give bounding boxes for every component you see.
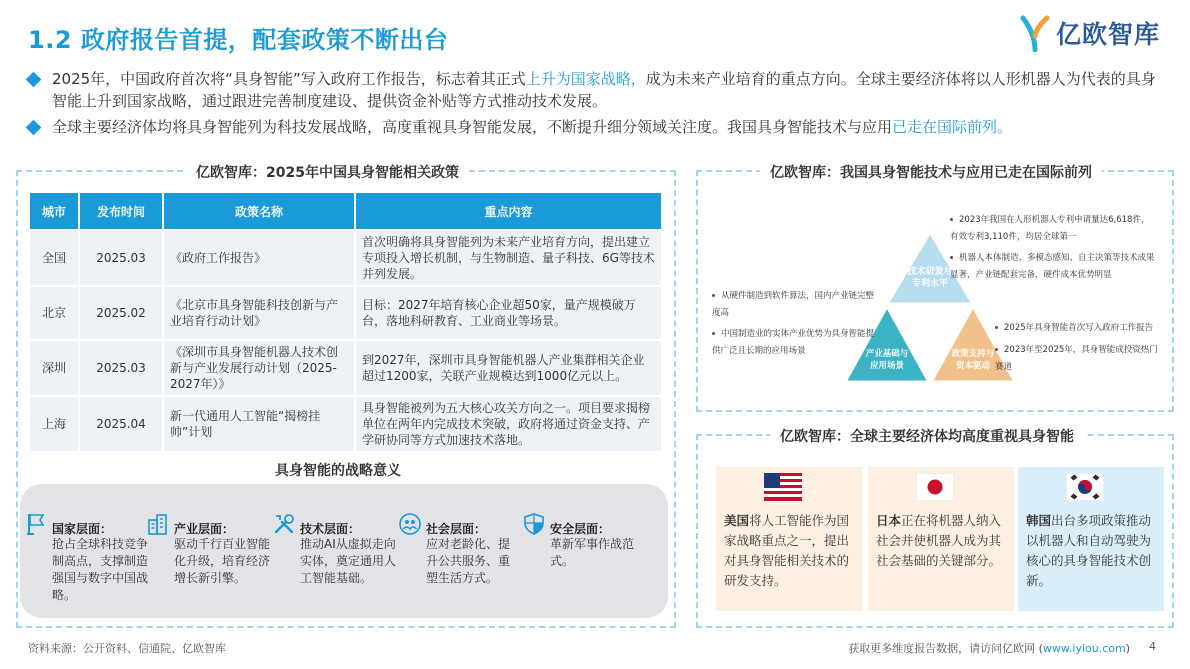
note-text: 2023年至2025年，具身智能成投资热门赛道 [995, 345, 1158, 372]
note-text: 2023年我国在人形机器人专利申请量达6,618件，有效专利3,110件，均居全球第一 [950, 215, 1150, 242]
pyramid-top-label: 技术研发与专利水平 [907, 267, 953, 289]
diamond-bullet-icon [26, 72, 42, 88]
bullet-2 [26, 116, 1166, 138]
cell-policy-name: 《政府工作报告》 [164, 231, 354, 285]
leading-box-title: 亿欧智库：我国具身智能技术与应用已走在国际前列 [760, 162, 1102, 182]
strategy-head: 技术层面： [300, 522, 361, 536]
japan-flag-icon [916, 473, 954, 501]
note-rb-1 [995, 320, 1165, 337]
country-card-japan [868, 467, 1014, 611]
note-text: 2025年具身智能首次写入政府工作报告 [1004, 323, 1154, 333]
col-date: 发布时间 [80, 193, 162, 229]
col-name: 政策名称 [164, 193, 354, 229]
cell-policy-name: 《深圳市具身智能机器人技术创新与产业发展行动计划（2025-2027年）》 [164, 341, 354, 395]
cell-policy-name: 新一代通用人工智能“揭榜挂帅”计划 [164, 397, 354, 451]
strategy-head: 产业层面： [174, 522, 235, 536]
table-row [30, 397, 661, 451]
note-text: 机器人本体制造、多模态感知、自主决策等技术成果显著，产业链配套完备，硬件成本优势明显 [950, 253, 1155, 280]
note-rt-2 [950, 250, 1155, 284]
cell-city: 北京 [30, 287, 78, 339]
strategy-panel [20, 484, 668, 618]
country-card-korea [1018, 467, 1164, 611]
table-row [30, 231, 661, 285]
intro-bullets [26, 68, 1166, 142]
cell-date: 2025.03 [80, 341, 162, 395]
table-row [30, 341, 661, 395]
cell-city: 全国 [30, 231, 78, 285]
country-name: 日本 [876, 513, 902, 528]
footer-note [848, 640, 1130, 656]
bullet-2-text: 全球主要经济体均将具身智能列为科技发展战略，高度重视具身智能发展，不断提升细分领域关注度。我国具身智能技术与应用 [52, 118, 893, 136]
global-box-title: 亿欧智库：全球主要经济体均高度重视具身智能 [770, 426, 1084, 446]
cell-date: 2025.04 [80, 397, 162, 451]
tools-icon [272, 512, 296, 536]
cell-content: 到2027年，深圳市具身智能机器人产业集群相关企业超过1200家，关联产业规模达到1000亿元以上。 [356, 341, 661, 395]
cell-content: 具身智能被列为五大核心攻关方向之一。项目要求揭榜单位在两年内完成技术突破，政府将通过资金支持、产学研协同等方式加速技术落地。 [356, 397, 661, 451]
bullet-1-text-end: 成为未来产业培育的重点方向。全球主要经济体将以人形机器人为代表的具身智能上升到国家战略，通过跟进完善制度建设、提供资金补贴等方式推动技术发展。 [52, 70, 1156, 110]
note-rt-1 [950, 212, 1155, 246]
strategy-body: 革新军事作战范式。 [550, 537, 635, 568]
logo-text: 亿欧智库 [1055, 20, 1160, 49]
strategy-title: 具身智能的战略意义 [275, 463, 401, 479]
table-header-row [30, 193, 661, 229]
cell-city: 深圳 [30, 341, 78, 395]
strategy-body: 抢占全球科技竞争制高点，支撑制造强国与数字中国战略。 [52, 537, 149, 602]
shield-icon [522, 512, 546, 536]
col-city: 城市 [30, 193, 78, 229]
bullet-1 [26, 68, 1166, 112]
cell-city: 上海 [30, 397, 78, 451]
footer-link[interactable]: www.iyiou.com [1042, 642, 1126, 655]
country-text: 出台多项政策推动以机器人和自动驾驶为核心的具身智能技术创新。 [1026, 513, 1152, 588]
cell-date: 2025.02 [80, 287, 162, 339]
policy-table [28, 191, 663, 453]
logo [1020, 14, 1160, 52]
note-rb-2 [995, 342, 1165, 376]
table-row [30, 287, 661, 339]
country-text: 将人工智能作为国家战略重点之一，提出对具身智能相关技术的研发支持。 [724, 513, 850, 588]
strategy-body: 应对老龄化、提升公共服务、重塑生活方式。 [426, 537, 511, 585]
flag-icon [24, 512, 48, 536]
col-content: 重点内容 [356, 193, 661, 229]
note-text: 从硬件制造到软件算法，国内产业链完整度高 [712, 291, 875, 318]
country-name: 韩国 [1026, 513, 1052, 528]
bullet-1-text: 2025年，中国政府首次将“具身智能”写入政府工作报告，标志着其正式 [52, 70, 526, 88]
strategy-head: 国家层面： [52, 522, 113, 536]
footer-text-end: ) [1125, 642, 1130, 655]
page-title: 1.2 政府报告首提，配套政策不断出台 [28, 26, 449, 54]
building-icon [146, 512, 170, 536]
cell-date: 2025.03 [80, 231, 162, 285]
page-number: 4 [1149, 640, 1156, 653]
pyramid-left-label: 产业基础与应用场景 [865, 349, 909, 371]
diamond-bullet-icon [26, 120, 42, 136]
cell-content: 首次明确将具身智能列为未来产业培育方向，提出建立专项投入增长机制，与生物制造、量子科技、6G等技术并列发展。 [356, 231, 661, 285]
footer-text: 获取更多维度报告数据，请访问亿欧网 ( [848, 642, 1043, 655]
cell-policy-name: 《北京市具身智能科技创新与产业培育行动计划》 [164, 287, 354, 339]
us-flag-icon [764, 473, 802, 501]
strategy-head: 安全层面： [550, 522, 611, 536]
strategy-body: 推动AI从虚拟走向实体，奠定通用人工智能基础。 [300, 537, 397, 585]
korea-flag-icon [1066, 473, 1104, 501]
cell-content: 目标：2027年培育核心企业超50家，量产规模破万台，落地科研教育、工业商业等场景。 [356, 287, 661, 339]
logo-mark-icon [1020, 14, 1050, 52]
strategy-head: 社会层面： [426, 522, 487, 536]
bullet-2-highlight: 已走在国际前列。 [892, 118, 1013, 136]
strategy-body: 驱动千行百业智能化升级，培育经济增长新引擎。 [174, 537, 271, 585]
pyramid-right-label: 政策支持与资本驱动 [951, 349, 995, 371]
bullet-1-highlight: 上升为国家战略， [525, 70, 646, 88]
policy-box-title: 亿欧智库：2025年中国具身智能相关政策 [186, 162, 469, 182]
country-card-us [716, 467, 862, 611]
country-name: 美国 [724, 513, 750, 528]
note-l-1 [712, 288, 877, 322]
note-text: 中国制造业的实体产业优势为具身智能提供广泛且长期的应用场景 [712, 329, 875, 356]
country-text: 正在将机器人纳入社会并使机器人成为其社会基础的关键部分。 [876, 513, 1002, 568]
people-globe-icon [398, 512, 422, 536]
source-note: 资料来源：公开资料、信通院、亿欧智库 [28, 642, 226, 655]
note-l-2 [712, 326, 877, 360]
